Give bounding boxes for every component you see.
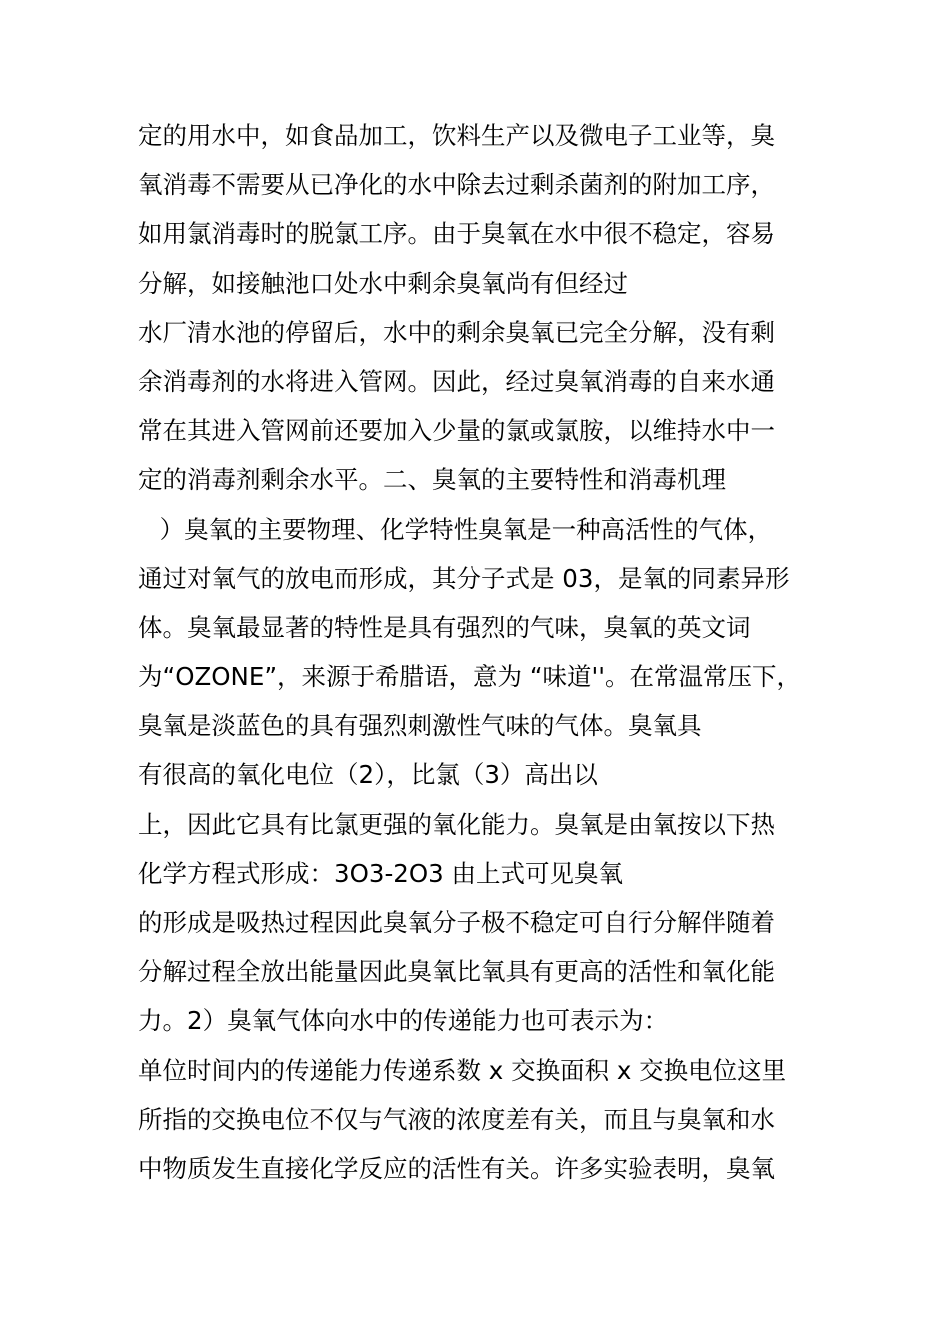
text-line: 常在其进入管网前还要加入少量的氯或氯胺，以维持水中一 — [138, 416, 775, 446]
text-line: 分解，如接触池口处水中剩余臭氧尚有但经过 — [138, 268, 628, 298]
text-line: 定的消毒剂剩余水平。二、臭氧的主要特性和消毒机理 — [138, 465, 726, 495]
text-line: 为“OZONE”，来源于希腊语，意为 “味道''。在常温常压下， — [138, 662, 801, 692]
text-line: 上，因此它具有比氯更强的氧化能力。臭氧是由氧按以下热 — [138, 809, 775, 839]
text-line: 臭氧是淡蓝色的具有强烈刺激性气味的气体。臭氧具 — [138, 711, 702, 741]
text-line: 中物质发生直接化学反应的活性有关。许多实验表明，臭氧 — [138, 1153, 775, 1183]
text-line: 如用氯消毒时的脱氯工序。由于臭氧在水中很不稳定，容易 — [138, 219, 775, 249]
text-line: 分解过程全放出能量因此臭氧比氧具有更高的活性和氧化能 — [138, 957, 775, 987]
text-line: 的形成是吸热过程因此臭氧分子极不稳定可自行分解伴随着 — [138, 908, 775, 937]
text-line: 水厂清水池的停留后，水中的剩余臭氧已完全分解，没有剩 — [138, 317, 775, 347]
text-line: 化学方程式形成：3O3-2O3 由上式可见臭氧 — [138, 858, 624, 888]
text-line: 通过对氧气的放电而形成，其分子式是 03，是氧的同素异形 — [138, 563, 790, 593]
text-line: 力。2）臭氧气体向水中的传递能力也可表示为： — [138, 1006, 669, 1036]
text-line: 定的用水中，如食品加工，饮料生产以及微电子工业等，臭 — [138, 121, 775, 150]
text-line: 体。臭氧最显著的特性是具有强烈的气味，臭氧的英文词 — [138, 612, 751, 642]
text-line: 单位时间内的传递能力传递系数 x 交换面积 x 交换电位这里 — [138, 1055, 787, 1085]
text-line: 所指的交换电位不仅与气液的浓度差有关，而且与臭氧和水 — [138, 1104, 775, 1134]
text-line: 余消毒剂的水将进入管网。因此，经过臭氧消毒的自来水通 — [138, 366, 775, 396]
text-line: ）臭氧的主要物理、化学特性臭氧是一种高活性的气体， — [144, 514, 773, 544]
text-line: 氧消毒不需要从已净化的水中除去过剩杀菌剂的附加工序， — [138, 170, 775, 200]
text-line: 有很高的氧化电位（2），比氯（3）高出以 — [138, 760, 598, 790]
body-text — [138, 111, 838, 1193]
